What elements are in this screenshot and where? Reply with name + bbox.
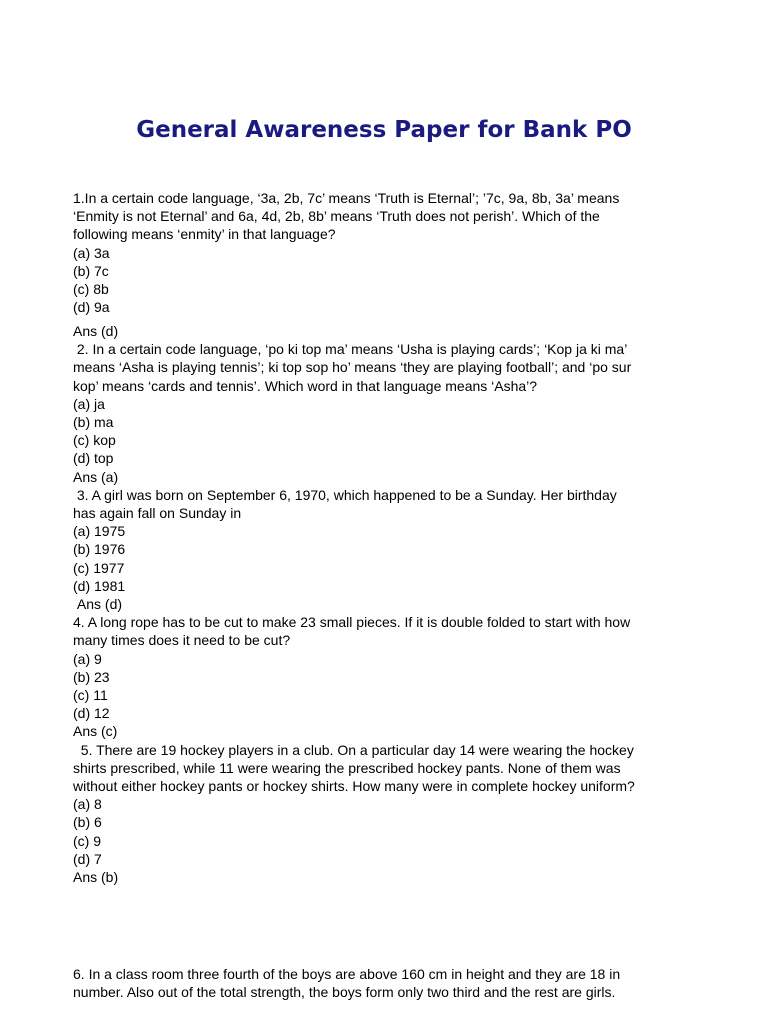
text-line: kop’ means ‘cards and tennis’. Which word in that language means ‘Asha’? [73, 377, 538, 394]
page-title: General Awareness Paper for Bank PO [136, 117, 632, 143]
option-line: (c) 9 [73, 832, 101, 849]
option-line: (b) 23 [73, 668, 110, 685]
option-line: (d) 7 [73, 850, 102, 867]
option-line: (d) top [73, 450, 114, 467]
text-line: 1.In a certain code language, ‘3a, 2b, 7c’ means ‘Truth is Eternal’; ’7c, 9a, 8b, 3a’ means [73, 190, 620, 206]
option-line: (b) 6 [73, 814, 102, 831]
option-line: (a) ja [73, 395, 105, 412]
text-line: without either hockey pants or hockey shirts. How many were in complete hockey uniform? [73, 778, 635, 795]
option-line: (c) 1977 [73, 559, 125, 576]
answer-line: Ans (d) [73, 596, 123, 613]
option-line: (c) kop [73, 432, 116, 449]
text-line: ‘Enmity is not Eternal’ and 6a, 4d, 2b, 8b’ means ‘Truth does not perish’. Which of the [73, 208, 600, 225]
question-1 [73, 189, 723, 316]
text-line: has again fall on Sunday in [73, 505, 242, 522]
text-line: many times does it need to be cut? [73, 632, 291, 649]
option-line: (b) 1976 [73, 541, 126, 558]
answer-line: Ans (b) [73, 869, 119, 886]
text-line: means ‘Asha is playing tennis’; ki top sop ho’ means ‘they are playing football’; and ‘po sur [73, 359, 632, 376]
text-line: 3. A girl was born on September 6, 1970, which happened to be a Sunday. Her birthday [73, 486, 617, 503]
option-line: (c) 11 [73, 687, 108, 704]
answer-line: Ans (d) [73, 323, 119, 339]
option-line: (d) 12 [73, 705, 110, 722]
option-line: (b) 7c [73, 262, 109, 279]
option-line: (a) 3a [73, 244, 110, 261]
text-line: 4. A long rope has to be cut to make 23 small pieces. If it is double folded to start with how [73, 614, 631, 631]
option-line: (a) 9 [73, 650, 102, 667]
text-line: 6. In a class room three fourth of the boys are above 160 cm in height and they are 18 in [73, 966, 621, 982]
text-line: shirts prescribed, while 11 were wearing the prescribed hockey pants. None of them was [73, 759, 621, 776]
answer-line: Ans (a) [73, 468, 119, 485]
option-line: (b) ma [73, 414, 114, 431]
option-line: (c) 8b [73, 281, 109, 298]
text-line: number. Also out of the total strength, the boys form only two third and the rest are girls. [73, 984, 616, 1001]
text-line: 5. There are 19 hockey players in a club. On a particular day 14 were wearing the hockey [73, 741, 634, 758]
text-line: following means ‘enmity’ in that language? [73, 226, 336, 243]
option-line: (d) 1981 [73, 577, 126, 594]
option-line: (d) 9a [73, 299, 110, 316]
question-6 [73, 965, 723, 1001]
questions-2-to-5 [73, 322, 723, 886]
option-line: (a) 1975 [73, 523, 126, 540]
answer-line: Ans (c) [73, 723, 118, 740]
option-line: (a) 8 [73, 796, 102, 813]
text-line: 2. In a certain code language, ‘po ki top ma’ means ‘Usha is playing cards’; ‘Kop ja ki ma’ [73, 341, 628, 358]
